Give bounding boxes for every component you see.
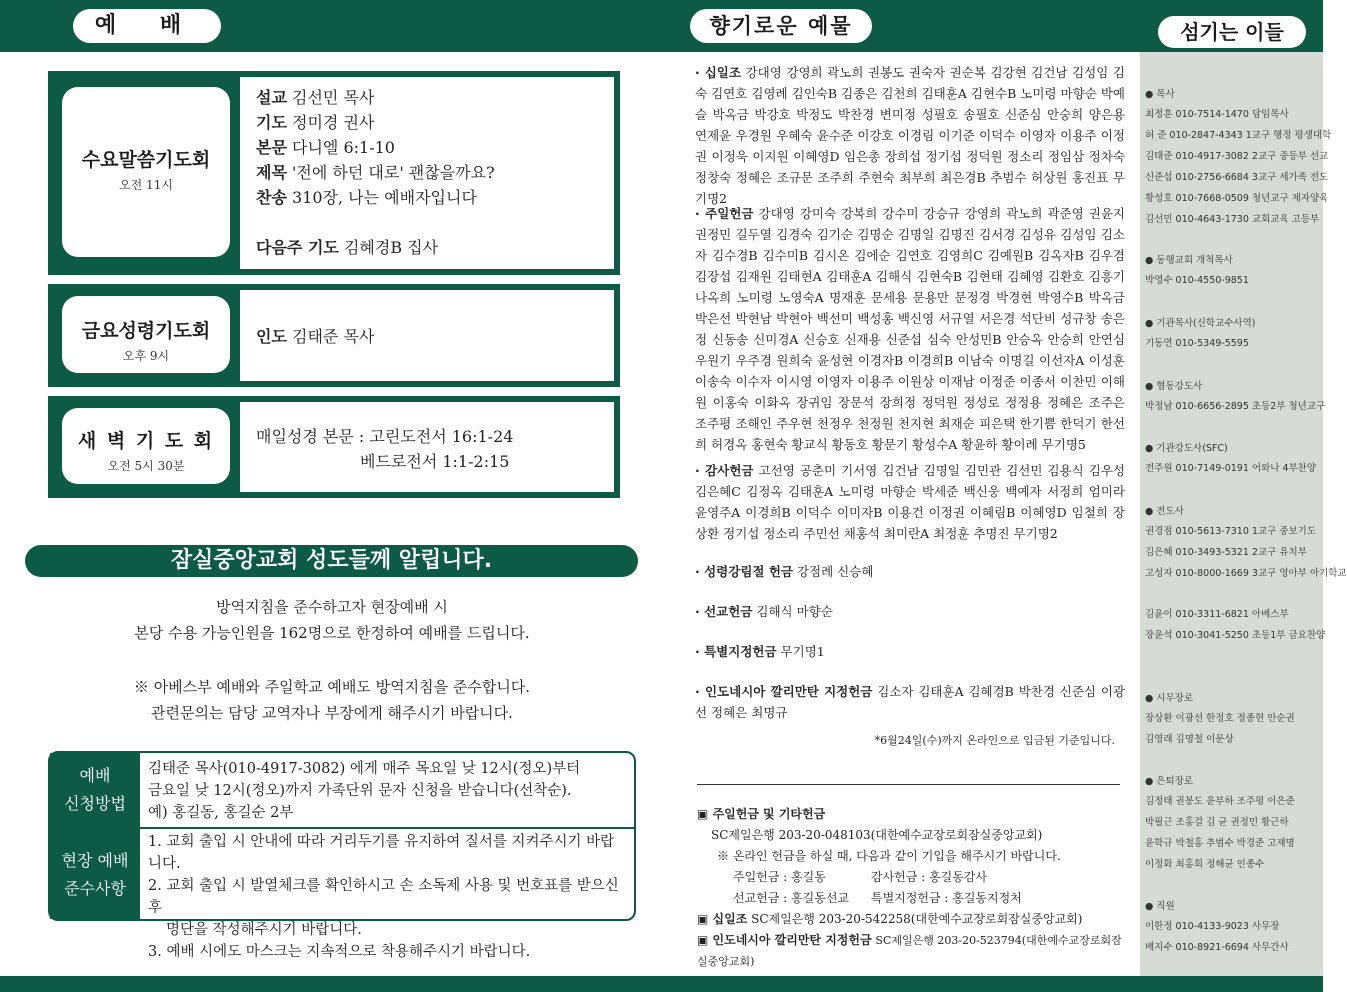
text-line: 예) 홍길동, 홍길순 2부 xyxy=(148,805,294,821)
onsite-rules-label xyxy=(50,829,140,919)
offering-cutoff-note: *6월24일(수)까지 온라인으로 입금된 기준입니다. xyxy=(874,734,1115,747)
label-line: 신청방법 xyxy=(64,794,126,813)
tithe-label: · 십일조 xyxy=(695,65,741,80)
hymn: 310장, 나는 예배자입니다 xyxy=(292,188,477,207)
daily-bible-reading-2: 베드로전서 1:1-2:15 xyxy=(360,452,510,471)
label-line: 현장 예배 xyxy=(61,851,129,870)
thanks-offering-label: · 감사헌금 xyxy=(695,463,754,478)
category-label: ● 기관목사(신학교수사역) xyxy=(1145,318,1256,329)
line-label: 설교 xyxy=(256,88,287,107)
server-row: 김태준 010-4917-3082 2교구 중등부 선교 xyxy=(1145,151,1329,162)
line-label: 본문 xyxy=(256,138,287,157)
friday-service-details xyxy=(240,290,614,381)
registration-method-text xyxy=(148,758,628,824)
leader-label: 인도 xyxy=(256,327,287,346)
notice-paragraph-1 xyxy=(48,594,616,646)
server-row: 박영수 010-4550-9851 xyxy=(1145,275,1249,286)
preacher: 김선민 목사 xyxy=(292,88,375,107)
wednesday-service-box xyxy=(48,71,620,275)
servers-institution-pastor xyxy=(1145,315,1320,354)
dawn-service-details xyxy=(240,402,614,492)
mission-offering xyxy=(695,601,1125,622)
thanks-offering-list xyxy=(695,460,1125,544)
friday-service-box xyxy=(48,284,620,387)
offering-section-title: 향기로운 예물 xyxy=(690,9,872,43)
server-row: 장윤석 010-3041-5250 초등1부 금요찬양 xyxy=(1145,630,1326,641)
servers-elders xyxy=(1145,690,1320,750)
category-label: ● 협동강도사 xyxy=(1145,381,1203,392)
server-row: 김윤이 010-3311-6821 아베스부 xyxy=(1145,609,1289,620)
tithe-names: 강대영 강영희 곽노희 권봉도 권숙자 권순복 김강현 김건남 김성임 김숙 김연호 김영례 김인숙B 김종은 김천희 김태훈A 김현수B 노미령 마향순 박예슬 박옥금 박강호 박정도 박찬경 변미정 성필호 송필호 신준심 안숭희 양은용 연제윤 우경원 우혜숙 윤수준 이강호 이경림 이기준 이덕수 이영자 이용주 이정권 이정욱 이지원 이혜영D 임은총 장희섭 정기섭 정덕원 정소리 정임삼 정차숙 정창숙 정혜은 조규문 조주희 주현숙 최부희 최은경B 추범수 허상원 홍진표 무기명2 xyxy=(695,65,1125,206)
account-example: 특별지정헌금 : 홍길동지정처 xyxy=(871,891,1022,905)
pentecost-names: 강점례 신승혜 xyxy=(796,564,874,579)
category-label: ● 은퇴장로 xyxy=(1145,776,1194,787)
category-label: ● 직원 xyxy=(1145,901,1175,912)
text-line: 명단을 작성해주시기 바랍니다. xyxy=(166,922,362,938)
servers-sfc xyxy=(1145,440,1320,479)
bank-accounts xyxy=(697,804,1127,972)
daily-bible-reading: 매일성경 본문 : 고린도전서 16:1-24 xyxy=(256,427,514,446)
account-label: ▣ 인도네시아 깔리만탄 지정헌금 xyxy=(697,933,872,947)
thanks-offering-names: 고선영 공춘미 기서영 김건남 김명일 김민관 김선민 김용식 김우성 김은혜C 김정옥 김태훈A 노미령 마향순 박세준 백신웅 백예자 서정희 엄미라 윤영주A 이경희B 이덕수 이미자B 이용건 이정권 이혜림B 이혜영D 임철희 장상환 정기섭 정소리 주민선 채홍석 최미란A 최정훈 추명진 무기명2 xyxy=(695,463,1125,541)
server-row: 박필근 조홍걸 김 균 권정민 황근하 xyxy=(1145,817,1289,828)
notice-line: 본당 수용 가능인원을 162명으로 한정하여 예배를 드립니다. xyxy=(134,624,530,642)
notice-line: 방역지침을 준수하고자 현장예배 시 xyxy=(216,598,448,616)
sunday-offering-label: · 주일헌금 xyxy=(695,206,754,221)
wednesday-service-label xyxy=(62,87,230,257)
dawn-service-name: 새 벽 기 도 회 xyxy=(77,430,215,452)
account-label: ▣ 주일헌금 및 기타헌금 xyxy=(697,807,826,821)
servers-staff xyxy=(1145,898,1320,958)
mission-label: · 선교헌금 xyxy=(695,604,753,619)
server-row: 전주원 010-7149-0191 어와나 4부찬양 xyxy=(1145,463,1317,474)
server-row: 기동연 010-5349-5595 xyxy=(1145,338,1249,349)
category-label: ● 시무장로 xyxy=(1145,693,1194,704)
server-row: 윤학규 박철홍 추범수 박경준 고재명 xyxy=(1145,838,1295,849)
wednesday-service-time: 오전 11시 xyxy=(119,178,173,192)
text-line: 김태준 목사(010-4917-3082) 에게 매주 목요일 낮 12시(정오)부터 xyxy=(148,761,581,777)
server-row: 이정화 최홍희 정해균 인종수 xyxy=(1145,859,1265,870)
indonesia-offering xyxy=(695,681,1125,723)
category-label: ● 기관강도사(SFC) xyxy=(1145,443,1228,454)
text-line: 3. 예배 시에도 마스크는 지속적으로 착용해주시기 바랍니다. xyxy=(148,944,531,960)
registration-method-label xyxy=(50,753,140,827)
server-row: 신준섭 010-2756-6684 3교구 세가족 전도 xyxy=(1145,172,1329,183)
special-offering xyxy=(695,641,1125,662)
text-line: 1. 교회 출입 시 안내에 따라 거리두기를 유지하여 질서를 지켜주시기 바랍니다. xyxy=(148,834,615,872)
server-row: 황성호 010-7668-0509 청년교구 제자양육 xyxy=(1145,193,1329,204)
category-label: ● 동행교회 개척목사 xyxy=(1145,255,1233,266)
server-row: 최정훈 010-7514-1470 담임목사 xyxy=(1145,109,1289,120)
onsite-rules-text xyxy=(148,831,628,963)
special-label: · 특별지정헌금 xyxy=(695,644,777,659)
notice-banner: 잠실중앙교회 성도들께 알립니다. xyxy=(25,545,638,577)
offerings-divider xyxy=(697,784,1120,785)
servers-section-title: 섬기는 이들 xyxy=(1158,16,1306,48)
servers-associate xyxy=(1145,378,1326,417)
account-example: 선교헌금 : 홍길동선교 xyxy=(733,891,850,905)
server-row: 김영래 김명철 이문상 xyxy=(1145,734,1234,745)
special-names: 무기명1 xyxy=(780,644,825,659)
server-row: 장상환 이광선 한정호 정종현 안순권 xyxy=(1145,713,1295,724)
dawn-service-box xyxy=(48,396,620,498)
server-row: 김선민 010-4643-1730 교회교육 고등부 xyxy=(1145,214,1320,225)
friday-service-time: 오후 9시 xyxy=(122,349,170,363)
server-row: 김정태 권봉도 윤부하 조주평 이은준 xyxy=(1145,796,1295,807)
label-line: 준수사항 xyxy=(64,879,126,898)
server-row: 허 준 010-2847-4343 1교구 행정 평생대학 xyxy=(1145,130,1332,141)
prayer: 정미경 권사 xyxy=(292,113,375,132)
servers-church-planter xyxy=(1145,252,1320,291)
servers-pastors xyxy=(1145,86,1332,230)
account-note: ※ 온라인 헌금을 하실 때, 다음과 같이 기입을 해주시기 바랍니다. xyxy=(717,849,1061,863)
sunday-offering-list xyxy=(695,203,1125,455)
server-row: 고성자 010-8000-1669 3교구 영아부 아기학교 xyxy=(1145,568,1347,579)
server-row: 권경점 010-5613-7310 1교구 중보기도 xyxy=(1145,526,1317,537)
text-line: 금요일 낮 12시(정오)까지 가족단위 문자 신청을 받습니다(선착순). xyxy=(148,783,572,799)
account-number: SC제일은행 203-20-048103(대한예수교장로회잠실중앙교회) xyxy=(711,828,1043,842)
mission-names: 김해식 마향순 xyxy=(756,604,833,619)
sunday-offering-names: 강대영 강미숙 강복희 강수미 강승규 강영희 곽노희 곽준영 권윤지 권정민 길두열 김경숙 김기순 김명순 김명일 김명진 김서경 김성유 김성임 김소자 김수경B 김수미B 김시온 김에순 김연호 김영희C 김예원B 김옥자B 김우겸 김장섭 김재원 김태현A 김태훈A 김해식 김현숙B 김현태 김혜영 김환호 김흥기 나옥희 노미령 노영숙A 명재훈 문세용 문용만 문정경 박경현 박영수B 박옥금 박은선 박현남 박현아 백선미 백성홍 백신영 서규열 서은경 석단비 성규창 송은정 신동송 신미경A 신승호 신재용 신준섭 심숙 안성민B 안승옥 안승희 안연심 우원기 우주경 원희숙 윤성현 이경자B 이경희B 이남숙 이명길 이선자A 이성훈 이송숙 이수자 이시영 이영자 이용주 이원상 이재남 이정준 이종서 이찬민 이해원 이홍숙 이화옥 장귀임 장문석 장희정 정덕원 정성로 정정용 정혜은 조주은 조주평 조해인 주우현 천정우 천정원 천지현 최재순 피은택 한기쁨 한덕기 한선희 허경옥 홍현숙 황교식 황동호 황문기 황성수A 황윤하 황이례 무기명5 xyxy=(695,206,1125,452)
servers-evangelists xyxy=(1145,503,1347,646)
text-line: 2. 교회 출입 시 발열체크를 확인하시고 손 소독제 사용 및 번호표를 받으신 후 xyxy=(148,878,619,916)
wednesday-service-name: 수요말씀기도회 xyxy=(81,149,211,171)
line-label: 제목 xyxy=(256,163,287,182)
next-week-prayer: 김혜경B 집사 xyxy=(343,238,439,257)
pentecost-offering xyxy=(695,561,1125,582)
account-example: 주일헌금 : 홍길동 xyxy=(733,870,826,884)
wednesday-service-details xyxy=(240,77,614,269)
server-row: 김은혜 010-3493-5321 2교구 유치부 xyxy=(1145,547,1307,558)
server-row: 박정남 010-6656-2895 초등2부 청년교구 xyxy=(1145,401,1326,412)
tithe-list xyxy=(695,62,1125,209)
leader-name: 김태준 목사 xyxy=(292,327,375,346)
category-label: ● 목사 xyxy=(1145,89,1175,100)
friday-service-label xyxy=(62,296,230,373)
line-label: 찬송 xyxy=(256,188,287,207)
pentecost-label: · 성령강림절 헌금 xyxy=(695,564,793,579)
notice-paragraph-2 xyxy=(48,674,616,726)
next-week-label: 다음주 기도 xyxy=(256,238,339,257)
sermon-title: '전에 하던 대로' 괜찮을까요? xyxy=(292,163,495,182)
account-example: 감사헌금 : 홍길동감사 xyxy=(871,870,988,884)
friday-service-name: 금요성령기도회 xyxy=(81,320,211,342)
category-label: ● 전도사 xyxy=(1145,506,1184,517)
indonesia-label: · 인도네시아 깔리만탄 지정헌금 xyxy=(695,684,873,699)
account-label: ▣ 십일조 xyxy=(697,912,748,926)
servers-retired-elders xyxy=(1145,773,1320,875)
server-row: 배지수 010-8921-6694 사무간사 xyxy=(1145,942,1289,953)
account-number: SC제일은행 203-20-523794(대한예수교장로회잠실중앙교회) xyxy=(697,934,1122,968)
server-row: 이한정 010-4133-9023 사무장 xyxy=(1145,921,1280,932)
account-number: SC제일은행 203-20-542258(대한예수교장로회잠실중앙교회) xyxy=(751,912,1083,926)
line-label: 기도 xyxy=(256,113,287,132)
worship-section-title: 예 배 xyxy=(73,9,221,43)
notice-line: ※ 아베스부 예배와 주일학교 예배도 방역지침을 준수합니다. xyxy=(133,678,531,696)
scripture: 다니엘 6:1-10 xyxy=(292,138,395,157)
notice-line: 관련문의는 담당 교역자나 부장에게 해주시기 바랍니다. xyxy=(151,704,513,722)
footer-bar xyxy=(0,976,1323,992)
indonesia-names: 김소자 김태훈A 김혜경B 박찬경 신준심 이광선 정혜은 최명규 xyxy=(695,684,1125,720)
label-line: 예배 xyxy=(79,766,111,785)
dawn-service-label xyxy=(62,408,230,484)
registration-box xyxy=(48,751,636,960)
dawn-service-time: 오전 5시 30분 xyxy=(107,459,185,473)
